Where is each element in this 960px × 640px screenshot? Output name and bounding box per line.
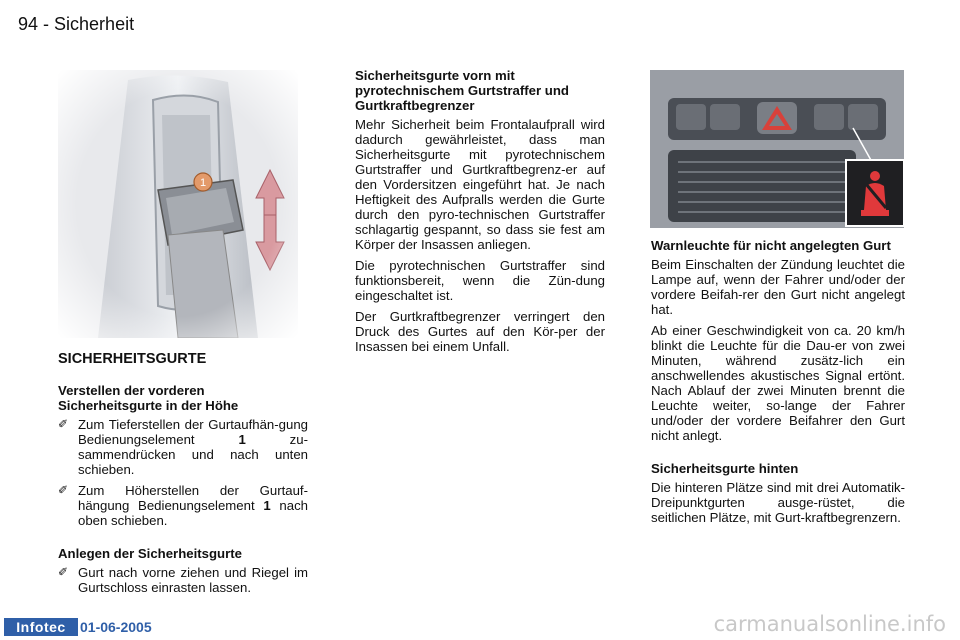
subheading-warning-lamp: Warnleuchte für nicht angelegten Gurt xyxy=(651,238,891,253)
section-title: Sicherheit xyxy=(54,14,135,34)
subheading-height-adjustment: Verstellen der vorderen Sicherheitsgurte in der Höhe xyxy=(58,383,239,413)
page-header xyxy=(18,14,134,35)
page-number: 94 xyxy=(18,14,39,34)
column-middle xyxy=(355,68,605,360)
paragraph: Beim Einschalten der Zündung leuchtet die Lampe auf, wenn der Fahrer und/oder der vordere Beifah-rer den Gurt nicht angelegt hat. xyxy=(651,257,905,317)
belt-adjuster-illustration xyxy=(58,70,298,338)
paragraph: Die pyrotechnischen Gurtstraffer sind funktionsbereit, wenn die Zün-dung eingeschaltet ist. xyxy=(355,258,605,303)
subheading-fastening: Anlegen der Sicherheitsgurte xyxy=(58,546,242,561)
column-right xyxy=(651,238,905,531)
pencil-icon: ✐ xyxy=(58,417,69,431)
infotec-logo: Infotec xyxy=(4,618,78,636)
footer-date: 01-06-2005 xyxy=(80,619,152,635)
list-item: ✐ Zum Höherstellen der Gurtauf-hängung Bedienungselement 1 nach oben schieben. xyxy=(58,483,308,528)
subheading-pretensioner: Sicherheitsgurte vorn mit pyrotechnischem Gurtstraffer und Gurtkraftbegrenzer xyxy=(355,68,569,113)
header-separator: - xyxy=(38,14,55,34)
list-item: ✐ Zum Tieferstellen der Gurtaufhän-gung Bedienungselement 1 zu-sammendrücken und nach unten schieben. xyxy=(58,417,308,477)
paragraph: Ab einer Geschwindigkeit von ca. 20 km/h blinkt die Leuchte für die Dau-er von zwei Minuten, während zusätz-lich ein anschwellendes akustisches Signal ertönt. Nach Ablauf der zwei Minuten brennt die Leuchte weiter, so-lange der Fahrer und/oder der vordere Beifahrer den Gurt nicht anlegt. xyxy=(651,323,905,443)
watermark: carmanualsonline.info xyxy=(713,612,946,636)
subheading-rear-belts: Sicherheitsgurte hinten xyxy=(651,461,799,476)
paragraph: Die hinteren Plätze sind mit drei Automatik-Dreipunktgurten ausge-rüstet, die seitlichen Plätze, mit Gurt-kraftbegrenzern. xyxy=(651,480,905,525)
paragraph: Der Gurtkraftbegrenzer verringert den Druck des Gurtes auf den Kör-per der Insassen bei einem Unfall. xyxy=(355,309,605,354)
pencil-icon: ✐ xyxy=(58,565,69,579)
paragraph: Mehr Sicherheit beim Frontalaufprall wird dadurch gewährleistet, dass man Sicherheitsgurte mit pyrotechnischem Gurtstraffer und Gurtkraftbegrenz-er auf den Vordersitzen eingeführt hat. Je nach Heftigkeit des Aufpralls werden die Gurte durch den pyro-technischen Gurtstraffer schlagartig gespannt, so dass sie fest am Körper der Insassen anliegen. xyxy=(355,117,605,252)
section-heading-seatbelts: SICHERHEITSGURTE xyxy=(58,351,207,367)
dashboard-warning-lamp-illustration xyxy=(650,70,904,228)
list-item: ✐ Gurt nach vorne ziehen und Riegel im Gurtschloss einrasten lassen. xyxy=(58,565,308,595)
column-left xyxy=(58,352,308,601)
pencil-icon: ✐ xyxy=(58,483,69,497)
